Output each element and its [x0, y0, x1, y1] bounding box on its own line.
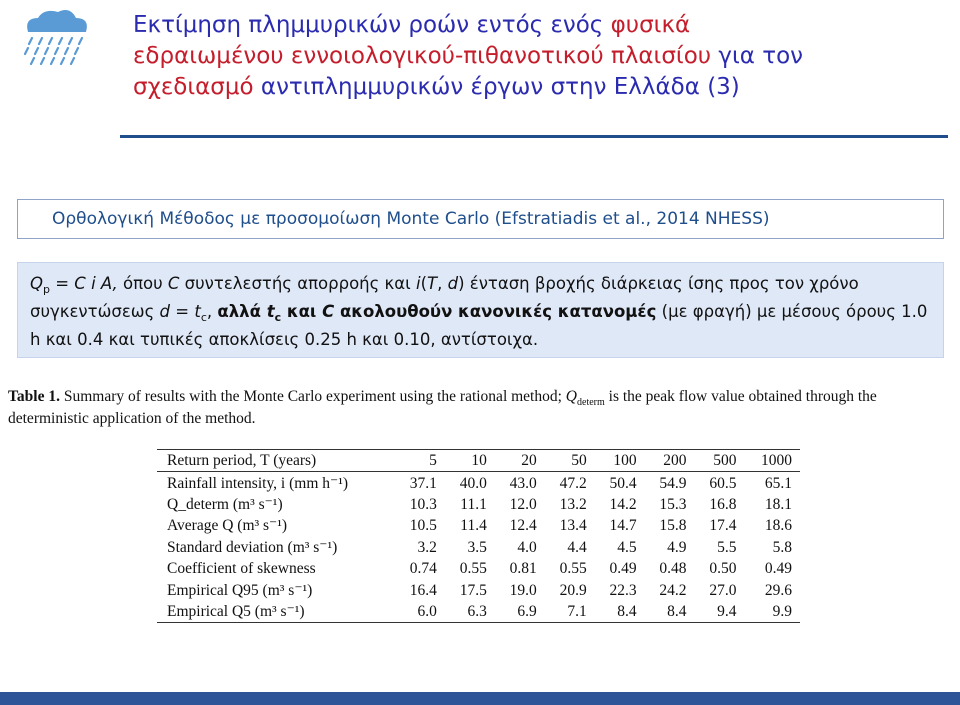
table-cell: 0.55 — [559, 560, 587, 578]
desc-text: t — [194, 302, 201, 321]
table-cell: 6.3 — [445, 601, 495, 623]
desc-text: i — [415, 274, 421, 293]
desc-text: T — [427, 274, 438, 293]
desc-text: ακολουθούν κανονικές κατανομές — [334, 302, 657, 321]
title-text: για τον — [711, 43, 804, 69]
table-cell: 10.3 — [409, 495, 437, 513]
subtitle-text: Ορθολογική Μέθοδος με προσομοίωση Monte Carlo (Efstratiadis et al., 2014 NHESS) — [52, 209, 770, 229]
row-label: Empirical Q5 (m³ s⁻¹) — [157, 601, 395, 623]
table-cell: 16.4 — [409, 581, 437, 599]
table-cell: 15.8 — [659, 517, 687, 535]
page-title — [133, 10, 943, 103]
row-label: Q_determ (m³ s⁻¹) — [167, 495, 283, 513]
table-row — [157, 558, 800, 579]
caption-text: Summary of results with the Monte Carlo experiment using the rational method; — [59, 388, 566, 405]
table-cell: 4.0 — [517, 538, 537, 556]
table-cell: 19.0 — [509, 581, 537, 599]
table-row — [157, 601, 800, 623]
title-text: αντιπλημμυρικών έργων στην Ελλάδα (3) — [253, 74, 740, 100]
table-caption — [8, 386, 953, 430]
table-cell: 4.9 — [667, 538, 687, 556]
table-cell: 8.4 — [595, 601, 645, 623]
table-row — [157, 450, 800, 472]
title-highlight: σχεδιασμό — [133, 74, 254, 100]
table-cell: 14.7 — [609, 517, 637, 535]
table-cell: 11.4 — [460, 517, 487, 535]
row-label: Average Q (m³ s⁻¹) — [167, 517, 288, 535]
table-cell: 60.5 — [709, 474, 737, 492]
row-label: Coefficient of skewness — [167, 560, 316, 578]
table-cell: 200 — [645, 450, 695, 472]
table-cell: 7.1 — [545, 601, 595, 623]
table-cell: 65.1 — [764, 474, 792, 492]
table-cell: 5 — [395, 450, 445, 472]
rain-cloud-logo-icon — [14, 4, 98, 66]
table-cell: 14.2 — [609, 495, 637, 513]
description-box — [17, 262, 944, 358]
table-row — [157, 579, 800, 600]
table-cell: 22.3 — [609, 581, 637, 599]
table-cell: 4.5 — [617, 538, 637, 556]
table-cell: 500 — [695, 450, 745, 472]
desc-text: ) ένταση βροχής διάρκειας ίσης προς τον χρόνο συγκεντώσεως — [30, 274, 859, 321]
table-cell: 9.4 — [695, 601, 745, 623]
table-cell: 8.4 — [645, 601, 695, 623]
table-cell: 6.0 — [395, 601, 445, 623]
table-cell: 100 — [595, 450, 645, 472]
table-cell: 9.9 — [744, 601, 800, 623]
desc-text: = C i A, — [49, 274, 118, 293]
table-cell: 20.9 — [559, 581, 587, 599]
table-cell: 47.2 — [559, 474, 587, 492]
desc-text: C — [167, 274, 180, 293]
title-text: Εκτίμηση πλημμυρικών ροών εντός ενός — [133, 12, 611, 38]
table-cell: 0.49 — [764, 560, 792, 578]
results-table — [157, 449, 800, 623]
footer-bar — [0, 692, 960, 705]
table-cell: 17.4 — [709, 517, 737, 535]
desc-text: αλλά — [217, 302, 267, 321]
table-cell: 0.49 — [609, 560, 637, 578]
desc-text: t — [266, 302, 275, 321]
table-cell: 50.4 — [609, 474, 637, 492]
desc-text: συντελεστής απορροής και — [179, 274, 416, 293]
table-cell: 18.1 — [764, 495, 792, 513]
table-cell: 3.5 — [467, 538, 487, 556]
desc-text: (με φραγή) με μέσους όρους 1.0 h και 0.4 και τυπικές αποκλίσεις 0.25 h και 0.10, αντίστοιχα. — [30, 302, 928, 349]
table-cell: 27.0 — [709, 581, 737, 599]
desc-text: Q — [30, 274, 43, 293]
desc-text: d — [447, 274, 459, 293]
table-cell: 24.2 — [659, 581, 687, 599]
row-label: Standard deviation (m³ s⁻¹) — [167, 538, 338, 556]
table-cell: 12.0 — [509, 495, 537, 513]
table-cell: 1000 — [744, 450, 800, 472]
subtitle-box — [17, 199, 944, 239]
title-highlight: εδραιωμένου εννοιολογικού-πιθανοτικού πλαισίου — [133, 43, 712, 69]
title-divider — [120, 135, 948, 138]
table-cell: 54.9 — [659, 474, 687, 492]
table-cell: 0.48 — [659, 560, 687, 578]
table-row — [157, 494, 800, 515]
desc-text: ( — [420, 274, 428, 293]
table-cell: 13.4 — [559, 517, 587, 535]
table-cell: 12.4 — [509, 517, 537, 535]
table-cell: 3.2 — [417, 538, 437, 556]
table-cell: 16.8 — [709, 495, 737, 513]
caption-label: Table 1. — [8, 388, 60, 405]
table-cell: 4.4 — [567, 538, 587, 556]
row-label: Empirical Q95 (m³ s⁻¹) — [167, 581, 313, 599]
table-cell: 15.3 — [659, 495, 687, 513]
table-cell: 5.8 — [772, 538, 792, 556]
table-cell: 11.1 — [460, 495, 487, 513]
table-cell: 5.5 — [717, 538, 737, 556]
table-cell: 10.5 — [409, 517, 437, 535]
table-row — [157, 472, 800, 494]
row-label: Return period, T (years) — [157, 450, 395, 472]
desc-text: d — [159, 302, 170, 321]
caption-text: Q — [565, 388, 577, 405]
table-cell: 13.2 — [559, 495, 587, 513]
table-cell: 0.55 — [459, 560, 487, 578]
desc-text: p — [43, 283, 50, 296]
table-cell: 20 — [495, 450, 545, 472]
desc-text: C — [322, 302, 335, 321]
desc-text: , — [206, 302, 218, 321]
table-cell: 18.6 — [764, 517, 792, 535]
table-row — [157, 537, 800, 558]
table-cell: 43.0 — [509, 474, 537, 492]
desc-text: c — [274, 311, 282, 324]
title-highlight: φυσικά — [610, 12, 691, 38]
table-cell: 50 — [545, 450, 595, 472]
table-cell: 0.50 — [709, 560, 737, 578]
desc-text: όπου — [117, 274, 168, 293]
caption-text: is the peak flow value obtained through the deterministic application of the method. — [8, 388, 877, 427]
table-row — [157, 515, 800, 536]
desc-text: , — [437, 274, 448, 293]
row-label: Rainfall intensity, i (mm h⁻¹) — [167, 474, 349, 492]
table-cell: 17.5 — [459, 581, 487, 599]
table-cell: 0.74 — [409, 560, 437, 578]
table-cell: 6.9 — [495, 601, 545, 623]
table-cell: 40.0 — [459, 474, 487, 492]
table-cell: 0.81 — [509, 560, 537, 578]
table-cell: 29.6 — [764, 581, 792, 599]
table-cell: 37.1 — [409, 474, 437, 492]
desc-text: = — [170, 302, 195, 321]
caption-text: determ — [577, 397, 605, 409]
table-cell: 10 — [445, 450, 495, 472]
desc-text: και — [281, 302, 323, 321]
desc-text: c — [200, 311, 207, 324]
